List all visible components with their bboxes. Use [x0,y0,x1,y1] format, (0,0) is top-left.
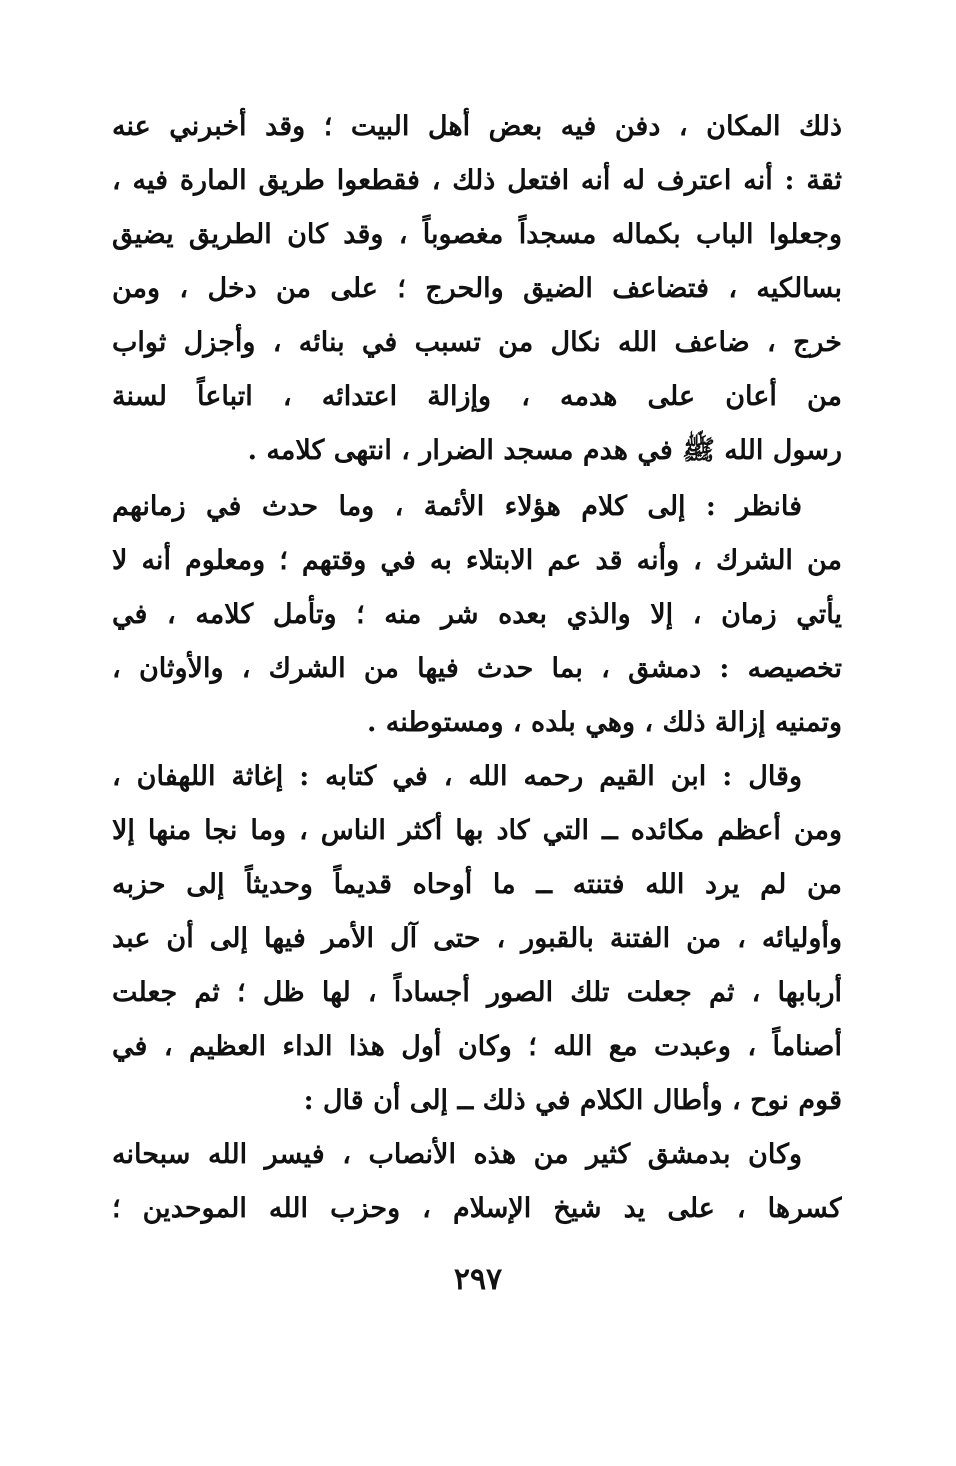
paragraph-2 [112,480,842,750]
text-line: قوم نوح ، وأطال الكلام في ذلك ــ إلى أن قال : [303,1085,842,1116]
text-line: من الشرك ، وأنه قد عم الابتلاء به في وقتهم ؛ ومعلوم أنه لا [112,545,842,576]
text-line: من لم يرد الله فتنته ــ ما أوحاه قديماً وحديثاً إلى حزبه [112,869,842,900]
text-line: من أعان على هدمه ، وإزالة اعتدائه ، اتباعاً لسنة [112,381,842,412]
text-line: وأوليائه ، من الفتنة بالقبور ، حتى آل الأمر فيها إلى أن عبد [112,923,842,954]
text-line: وتمنيه إزالة ذلك ، وهي بلده ، ومستوطنه . [366,707,842,738]
text-line: ذلك المكان ، دفن فيه بعض أهل البيت ؛ وقد أخبرني عنه [112,111,842,142]
text-line: أربابها ، ثم جعلت تلك الصور أجساداً ، لها ظل ؛ ثم جعلت [112,977,842,1008]
page-number: ٢٩٧ [453,1262,503,1297]
text-line: وجعلوا الباب بكماله مسجداً مغصوباً ، وقد كان الطريق يضيق [112,219,842,250]
text-line-rest: : ابن القيم رحمه الله ، في كتابه : إغاثة اللهفان ، [112,761,733,792]
lead-word: فانظر [736,491,802,522]
paragraph-4 [112,1128,842,1236]
text-line: بسالكيه ، فتضاعف الضيق والحرج ؛ على من دخل ، ومن [112,273,842,304]
lead-word: وقال [748,761,802,792]
text-line: ثقة : أنه اعترف له أنه افتعل ذلك ، فقطعوا طريق المارة فيه ، [112,165,842,196]
paragraph-3 [112,750,842,1128]
text-line-rest: : إلى كلام هؤلاء الأئمة ، وما حدث في زمانهم [112,491,716,522]
paragraph-1 [112,100,842,478]
text-line: أصناماً ، وعبدت مع الله ؛ وكان أول هذا الداء العظيم ، في [112,1031,842,1062]
text-line: وكان بدمشق كثير من هذه الأنصاب ، فيسر الله سبحانه [112,1139,802,1170]
text-line: يأتي زمان ، إلا والذي بعده شر منه ؛ وتأمل كلامه ، في [112,599,842,630]
text-line: رسول الله ﷺ في هدم مسجد الضرار ، انتهى كلامه . [247,435,842,466]
text-line: كسرها ، على يد شيخ الإسلام ، وحزب الله الموحدين ؛ [112,1193,842,1224]
text-line-lead [112,750,842,804]
text-line: ومن أعظم مكائده ــ التي كاد بها أكثر الناس ، وما نجا منها إلا [112,815,842,846]
text-line: تخصيصه : دمشق ، بما حدث فيها من الشرك ، والأوثان ، [112,653,842,684]
text-line: خرج ، ضاعف الله نكال من تسبب في بنائه ، وأجزل ثواب [112,327,842,358]
text-line-lead [112,480,842,534]
